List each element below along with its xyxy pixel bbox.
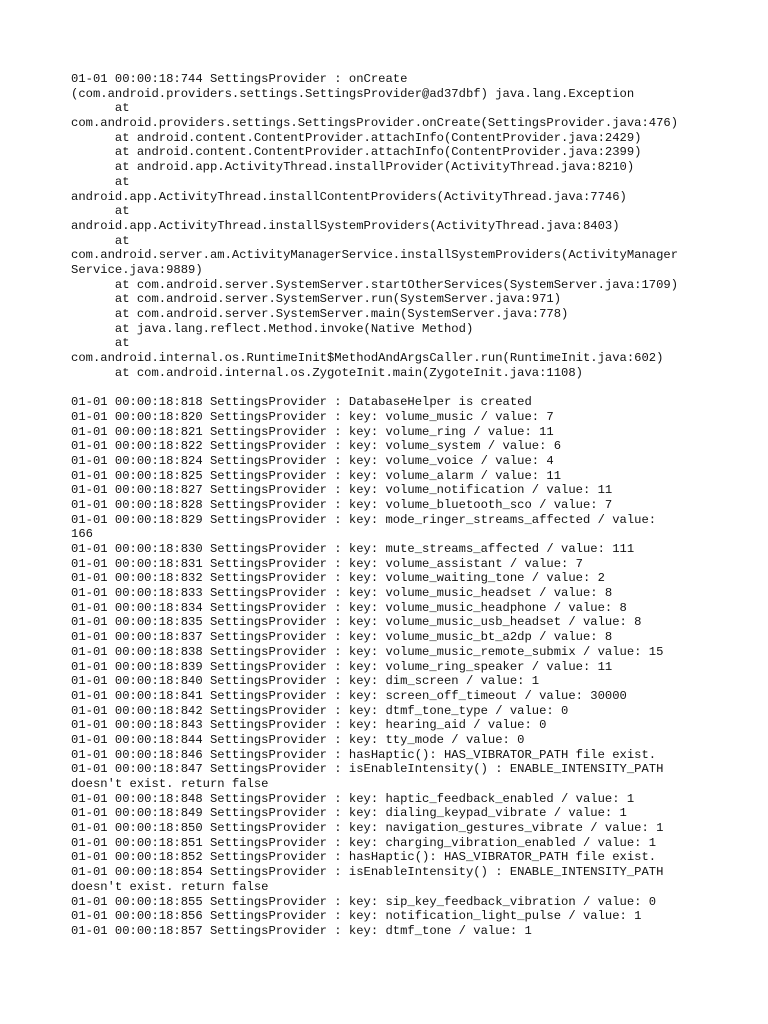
stacktrace-line: 01-01 00:00:18:744 SettingsProvider : onCreate (71, 72, 408, 86)
stacktrace-line: android.app.ActivityThread.installContentProviders(ActivityThread.java:7746) (71, 189, 627, 204)
log-line: 01-01 00:00:18:840 SettingsProvider : key: dim_screen / value: 1 (71, 674, 540, 689)
stacktrace-line: at (71, 233, 130, 248)
log-line: 01-01 00:00:18:835 SettingsProvider : key: volume_music_usb_headset / value: 8 (71, 615, 642, 630)
log-line: 01-01 00:00:18:850 SettingsProvider : key: navigation_gestures_vibrate / value: 1 (71, 821, 664, 836)
log-line: 01-01 00:00:18:848 SettingsProvider : key: haptic_feedback_enabled / value: 1 (71, 791, 635, 806)
stacktrace-line: com.android.internal.os.RuntimeInit$MethodAndArgsCaller.run(RuntimeInit.java:602) (71, 351, 664, 366)
log-line: 01-01 00:00:18:820 SettingsProvider : key: volume_music / value: 7 (71, 409, 554, 424)
log-line: 01-01 00:00:18:821 SettingsProvider : key: volume_ring / value: 11 (71, 424, 554, 439)
log-line: 01-01 00:00:18:822 SettingsProvider : key: volume_system / value: 6 (71, 439, 562, 454)
settings-log (71, 395, 711, 938)
stacktrace-line: com.android.server.am.ActivityManagerService.installSystemProviders(ActivityManager (71, 248, 679, 263)
log-line: 01-01 00:00:18:855 SettingsProvider : key: sip_key_feedback_vibration / value: 0 (71, 894, 657, 909)
log-line: 01-01 00:00:18:857 SettingsProvider : key: dtmf_tone / value: 1 (71, 923, 532, 938)
log-line: 166 (71, 527, 93, 542)
log-line: 01-01 00:00:18:832 SettingsProvider : key: volume_waiting_tone / value: 2 (71, 571, 605, 586)
log-line: 01-01 00:00:18:844 SettingsProvider : key: tty_mode / value: 0 (71, 732, 525, 747)
log-line: 01-01 00:00:18:843 SettingsProvider : key: hearing_aid / value: 0 (71, 718, 547, 733)
log-line: 01-01 00:00:18:828 SettingsProvider : key: volume_bluetooth_sco / value: 7 (71, 497, 613, 512)
log-line: 01-01 00:00:18:824 SettingsProvider : key: volume_voice / value: 4 (71, 453, 554, 468)
log-line: 01-01 00:00:18:825 SettingsProvider : key: volume_alarm / value: 11 (71, 468, 562, 483)
log-line: doesn't exist. return false (71, 777, 269, 791)
stacktrace-line: at java.lang.reflect.Method.invoke(Native Method) (71, 321, 474, 336)
stacktrace-line: at android.app.ActivityThread.installProvider(ActivityThread.java:8210) (71, 160, 635, 175)
stacktrace-line: at (71, 336, 130, 351)
log-line: 01-01 00:00:18:841 SettingsProvider : key: screen_off_timeout / value: 30000 (71, 688, 627, 703)
stacktrace-line: at com.android.server.SystemServer.startOtherServices(SystemServer.java:1709) (71, 277, 679, 292)
log-line: 01-01 00:00:18:852 SettingsProvider : hasHaptic(): HAS_VIBRATOR_PATH file exist. (71, 850, 657, 865)
exception-stacktrace (71, 72, 711, 380)
stacktrace-line: (com.android.providers.settings.SettingsProvider@ad37dbf) java.lang.Exception (71, 86, 635, 101)
log-line: 01-01 00:00:18:818 SettingsProvider : DatabaseHelper is created (71, 395, 532, 410)
log-line: 01-01 00:00:18:854 SettingsProvider : isEnableIntensity() : ENABLE_INTENSITY_PATH (71, 865, 664, 880)
stacktrace-line: Service.java:9889) (71, 262, 203, 277)
log-line: 01-01 00:00:18:830 SettingsProvider : key: mute_streams_affected / value: 111 (71, 542, 635, 556)
log-line: 01-01 00:00:18:831 SettingsProvider : key: volume_assistant / value: 7 (71, 556, 583, 571)
log-line: 01-01 00:00:18:839 SettingsProvider : key: volume_ring_speaker / value: 11 (71, 659, 613, 674)
stacktrace-line: at com.android.internal.os.ZygoteInit.main(ZygoteInit.java:1108) (71, 365, 583, 380)
log-line: 01-01 00:00:18:847 SettingsProvider : isEnableIntensity() : ENABLE_INTENSITY_PATH (71, 762, 664, 777)
log-line: 01-01 00:00:18:856 SettingsProvider : key: notification_light_pulse / value: 1 (71, 909, 642, 924)
log-line: 01-01 00:00:18:829 SettingsProvider : key: mode_ringer_streams_affected / value: (71, 512, 657, 527)
stacktrace-line: android.app.ActivityThread.installSystemProviders(ActivityThread.java:8403) (71, 218, 620, 233)
stacktrace-line: at com.android.server.SystemServer.main(SystemServer.java:778) (71, 307, 569, 321)
log-line: 01-01 00:00:18:842 SettingsProvider : key: dtmf_tone_type / value: 0 (71, 703, 569, 718)
stacktrace-line: at (71, 101, 130, 116)
log-line: 01-01 00:00:18:838 SettingsProvider : key: volume_music_remote_submix / value: 15 (71, 644, 664, 659)
log-line: 01-01 00:00:18:827 SettingsProvider : key: volume_notification / value: 11 (71, 483, 613, 498)
log-line: 01-01 00:00:18:834 SettingsProvider : key: volume_music_headphone / value: 8 (71, 600, 627, 615)
log-page (71, 72, 711, 939)
log-line: 01-01 00:00:18:846 SettingsProvider : hasHaptic(): HAS_VIBRATOR_PATH file exist. (71, 747, 657, 762)
block-separator (71, 380, 711, 395)
stacktrace-line: at android.content.ContentProvider.attachInfo(ContentProvider.java:2429) (71, 130, 642, 145)
log-line: doesn't exist. return false (71, 879, 269, 894)
log-line: 01-01 00:00:18:837 SettingsProvider : key: volume_music_bt_a2dp / value: 8 (71, 630, 613, 645)
log-line: 01-01 00:00:18:833 SettingsProvider : key: volume_music_headset / value: 8 (71, 586, 613, 601)
stacktrace-line: at com.android.server.SystemServer.run(SystemServer.java:971) (71, 292, 562, 307)
log-line: 01-01 00:00:18:849 SettingsProvider : key: dialing_keypad_vibrate / value: 1 (71, 806, 627, 821)
stacktrace-line: at android.content.ContentProvider.attachInfo(ContentProvider.java:2399) (71, 145, 642, 160)
stacktrace-line: at (71, 204, 130, 219)
log-line: 01-01 00:00:18:851 SettingsProvider : key: charging_vibration_enabled / value: 1 (71, 835, 657, 850)
stacktrace-line: at (71, 174, 130, 189)
stacktrace-line: com.android.providers.settings.SettingsProvider.onCreate(SettingsProvider.java:476) (71, 116, 679, 131)
